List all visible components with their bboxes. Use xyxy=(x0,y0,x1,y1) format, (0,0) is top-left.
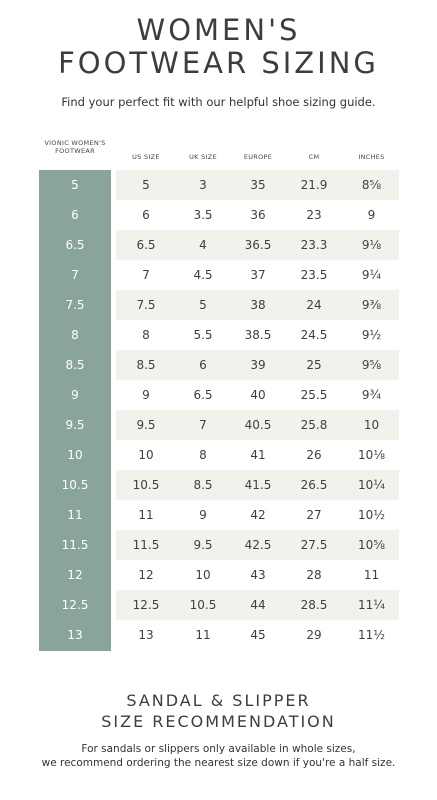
cell-europe: 39 xyxy=(250,358,266,372)
cell-vionic-size: 8 xyxy=(71,328,79,342)
cell-europe: 36 xyxy=(250,208,266,222)
cell-europe: 40.5 xyxy=(244,418,272,432)
cell-us-size: 6.5 xyxy=(136,238,156,252)
cell-inches: 10⅛ xyxy=(358,448,385,462)
header-inches: INCHES xyxy=(358,153,385,161)
cell-cm: 25.5 xyxy=(300,388,328,402)
cell-uk-size: 5 xyxy=(199,298,207,312)
cell-us-size: 7.5 xyxy=(136,298,156,312)
cell-inches: 10⅝ xyxy=(358,538,385,552)
cell-inches: 8⅝ xyxy=(361,178,382,192)
cell-europe: 36.5 xyxy=(244,238,272,252)
header-us-size: US SIZE xyxy=(132,153,160,161)
cell-us-size: 12 xyxy=(138,568,154,582)
cell-us-size: 10 xyxy=(138,448,154,462)
cell-uk-size: 4.5 xyxy=(193,268,213,282)
cell-us-size: 9.5 xyxy=(136,418,156,432)
cell-uk-size: 8.5 xyxy=(193,478,213,492)
cell-cm: 24.5 xyxy=(300,328,328,342)
title-line-2: FOOTWEAR SIZING xyxy=(58,46,379,80)
title-line-1: WOMEN'S xyxy=(136,13,301,47)
cell-inches: 9⅛ xyxy=(361,238,382,252)
cell-us-size: 8.5 xyxy=(136,358,156,372)
cell-vionic-size: 6.5 xyxy=(65,238,85,252)
cell-vionic-size: 10 xyxy=(67,448,83,462)
cell-vionic-size: 9 xyxy=(71,388,79,402)
cell-cm: 25.8 xyxy=(300,418,328,432)
cell-vionic-size: 9.5 xyxy=(65,418,85,432)
cell-uk-size: 9 xyxy=(199,508,207,522)
cell-cm: 21.9 xyxy=(300,178,328,192)
cell-uk-size: 8 xyxy=(199,448,207,462)
cell-uk-size: 3 xyxy=(199,178,207,192)
cell-europe: 41.5 xyxy=(244,478,272,492)
cell-cm: 29 xyxy=(306,628,322,642)
cell-cm: 28 xyxy=(306,568,322,582)
table-row xyxy=(39,590,399,620)
recommendation-text-line-1: For sandals or slippers only available in whole sizes, xyxy=(81,743,356,755)
cell-europe: 38 xyxy=(250,298,266,312)
cell-us-size: 12.5 xyxy=(132,598,160,612)
cell-uk-size: 10.5 xyxy=(189,598,217,612)
cell-europe: 43 xyxy=(250,568,266,582)
cell-uk-size: 3.5 xyxy=(193,208,213,222)
recommendation-title-line-1: SANDAL & SLIPPER xyxy=(126,691,311,710)
cell-europe: 42 xyxy=(250,508,266,522)
table-row xyxy=(39,560,399,590)
cell-inches: 10¼ xyxy=(358,478,385,492)
cell-us-size: 6 xyxy=(142,208,150,222)
subtitle: Find your perfect fit with our helpful shoe sizing guide. xyxy=(61,95,376,109)
table-row xyxy=(39,440,399,470)
cell-cm: 23.5 xyxy=(300,268,328,282)
cell-europe: 41 xyxy=(250,448,266,462)
cell-us-size: 7 xyxy=(142,268,150,282)
cell-cm: 27 xyxy=(306,508,322,522)
cell-inches: 9½ xyxy=(361,328,382,342)
cell-uk-size: 5.5 xyxy=(193,328,213,342)
cell-uk-size: 11 xyxy=(195,628,211,642)
header-cm: CM xyxy=(308,153,320,161)
recommendation-text xyxy=(0,742,437,770)
cell-europe: 38.5 xyxy=(244,328,272,342)
cell-uk-size: 9.5 xyxy=(193,538,213,552)
cell-inches: 11½ xyxy=(358,628,385,642)
table-row xyxy=(39,470,399,500)
cell-cm: 24 xyxy=(306,298,322,312)
cell-europe: 44 xyxy=(250,598,266,612)
table-row xyxy=(39,410,399,440)
table-row xyxy=(39,290,399,320)
table-row xyxy=(39,230,399,260)
cell-cm: 25 xyxy=(306,358,322,372)
cell-vionic-size: 10.5 xyxy=(61,478,89,492)
cell-cm: 28.5 xyxy=(300,598,328,612)
cell-europe: 35 xyxy=(250,178,266,192)
recommendation-title-line-2: SIZE RECOMMENDATION xyxy=(101,712,336,731)
table-row xyxy=(39,620,399,650)
cell-vionic-size: 7.5 xyxy=(65,298,85,312)
cell-inches: 9 xyxy=(367,208,376,222)
cell-uk-size: 4 xyxy=(199,238,207,252)
recommendation-title xyxy=(0,690,437,732)
cell-inches: 10½ xyxy=(358,508,385,522)
cell-us-size: 10.5 xyxy=(132,478,160,492)
header-vionic-size: VIONIC WOMEN'S FOOTWEAR xyxy=(44,139,106,155)
cell-inches: 9⅝ xyxy=(361,358,382,372)
cell-inches: 9¾ xyxy=(361,388,382,402)
cell-cm: 26 xyxy=(306,448,322,462)
cell-vionic-size: 12.5 xyxy=(61,598,89,612)
cell-europe: 37 xyxy=(250,268,266,282)
cell-us-size: 9 xyxy=(142,388,150,402)
cell-vionic-size: 11.5 xyxy=(61,538,89,552)
table-row xyxy=(39,350,399,380)
table-row xyxy=(39,380,399,410)
cell-europe: 40 xyxy=(250,388,266,402)
cell-uk-size: 10 xyxy=(195,568,211,582)
cell-inches: 11 xyxy=(363,568,380,582)
cell-cm: 23 xyxy=(306,208,322,222)
table-row xyxy=(39,500,399,530)
cell-europe: 45 xyxy=(250,628,266,642)
cell-inches: 10 xyxy=(363,418,380,432)
cell-cm: 27.5 xyxy=(300,538,328,552)
cell-uk-size: 7 xyxy=(199,418,207,432)
header-europe: EUROPE xyxy=(243,153,273,161)
cell-inches: 9¼ xyxy=(361,268,382,282)
table-row xyxy=(39,320,399,350)
table-row xyxy=(39,530,399,560)
page-title xyxy=(0,14,437,80)
cell-vionic-size: 7 xyxy=(71,268,79,282)
cell-us-size: 11 xyxy=(138,508,154,522)
cell-us-size: 13 xyxy=(138,628,154,642)
table-body xyxy=(39,170,399,650)
cell-us-size: 8 xyxy=(142,328,150,342)
cell-cm: 23.3 xyxy=(300,238,328,252)
cell-vionic-size: 5 xyxy=(71,178,79,192)
cell-vionic-size: 8.5 xyxy=(65,358,85,372)
table-row xyxy=(39,170,399,200)
cell-vionic-size: 13 xyxy=(67,628,83,642)
header-uk-size: UK SIZE xyxy=(189,153,217,161)
cell-vionic-size: 12 xyxy=(67,568,83,582)
cell-europe: 42.5 xyxy=(244,538,272,552)
cell-uk-size: 6 xyxy=(199,358,207,372)
cell-inches: 9⅜ xyxy=(361,298,382,312)
cell-vionic-size: 11 xyxy=(67,508,83,522)
cell-inches: 11¼ xyxy=(358,598,385,612)
recommendation-text-line-2: we recommend ordering the nearest size down if you're a half size. xyxy=(41,757,396,769)
cell-us-size: 11.5 xyxy=(132,538,160,552)
table-row xyxy=(39,260,399,290)
cell-vionic-size: 6 xyxy=(71,208,79,222)
table-header xyxy=(39,137,399,170)
cell-cm: 26.5 xyxy=(300,478,328,492)
cell-us-size: 5 xyxy=(142,178,150,192)
table-row xyxy=(39,200,399,230)
sizing-table xyxy=(39,137,399,650)
cell-uk-size: 6.5 xyxy=(193,388,213,402)
